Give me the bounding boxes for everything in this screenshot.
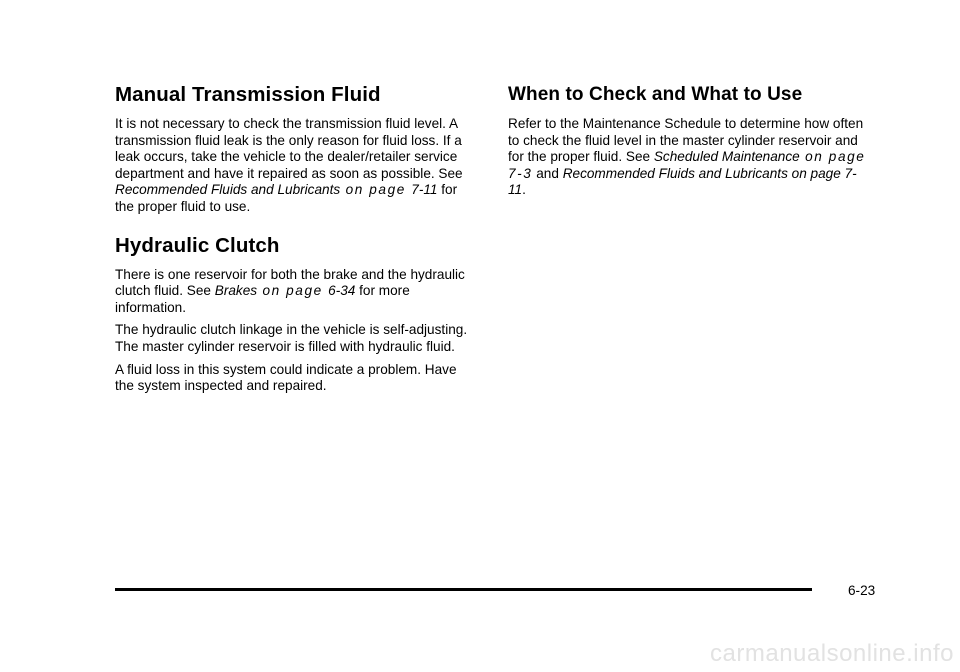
hydraulic-paragraph-2: The hydraulic clutch linkage in the vehicle is self-adjusting. The master cylinder reservoir is filled with hydraulic fluid. xyxy=(115,322,468,354)
hydraulic-text-2: for more information. xyxy=(115,283,410,315)
right-column xyxy=(508,82,868,205)
manual-text-2: for the proper fluid to use. xyxy=(115,182,458,214)
page-ref-7-11[interactable]: 7-11 xyxy=(411,182,438,198)
heading-hydraulic-clutch: Hydraulic Clutch xyxy=(115,233,280,257)
hydraulic-text-1: There is one reservoir for both the brake and the hydraulic clutch fluid. See xyxy=(115,266,465,299)
hydraulic-paragraph-3: A fluid loss in this system could indicate a problem. Have the system inspected and repaired. xyxy=(115,361,457,394)
watermark: carmanualsonline.info xyxy=(710,640,954,667)
link-recommended-fluids[interactable]: Recommended Fluids and Lubricants xyxy=(115,182,341,198)
page-number: 6-23 xyxy=(848,583,876,598)
when-to-check-paragraph xyxy=(508,116,868,199)
footer-rule xyxy=(115,588,812,591)
manual-transmission-paragraph xyxy=(115,116,475,216)
manual-text-1: It is not necessary to check the transmission fluid level. A transmission fluid leak is the only reason for fluid loss. If a leak occurs, take the vehicle to the dealer/retailer service department and have it repaired as soon as possible. See xyxy=(115,116,463,181)
link-scheduled-maintenance[interactable]: Scheduled Maintenance xyxy=(653,149,800,165)
on-page-text: on page xyxy=(257,283,329,299)
page-ref-6-34[interactable]: 6-34 xyxy=(328,283,356,299)
left-column xyxy=(115,82,475,401)
link-recommended-fluids-lubricants[interactable]: Recommended Fluids and Lubricants on page 7-11 xyxy=(508,165,857,198)
on-page-text: on page xyxy=(799,149,866,165)
and-text: and xyxy=(532,165,563,181)
heading-when-to-check: When to Check and What to Use xyxy=(508,84,803,105)
period-text: . xyxy=(522,182,526,198)
hydraulic-paragraph-1 xyxy=(115,267,475,317)
on-page-text: on page xyxy=(340,182,412,198)
when-text-1: Refer to the Maintenance Schedule to determine how often to check the fluid level in the master cylinder reservoir and for the proper fluid. See xyxy=(508,116,864,165)
page-ref-7-3[interactable]: 7-3 xyxy=(508,165,533,181)
link-brakes[interactable]: Brakes xyxy=(214,283,258,299)
heading-manual-transmission-fluid: Manual Transmission Fluid xyxy=(115,83,381,106)
